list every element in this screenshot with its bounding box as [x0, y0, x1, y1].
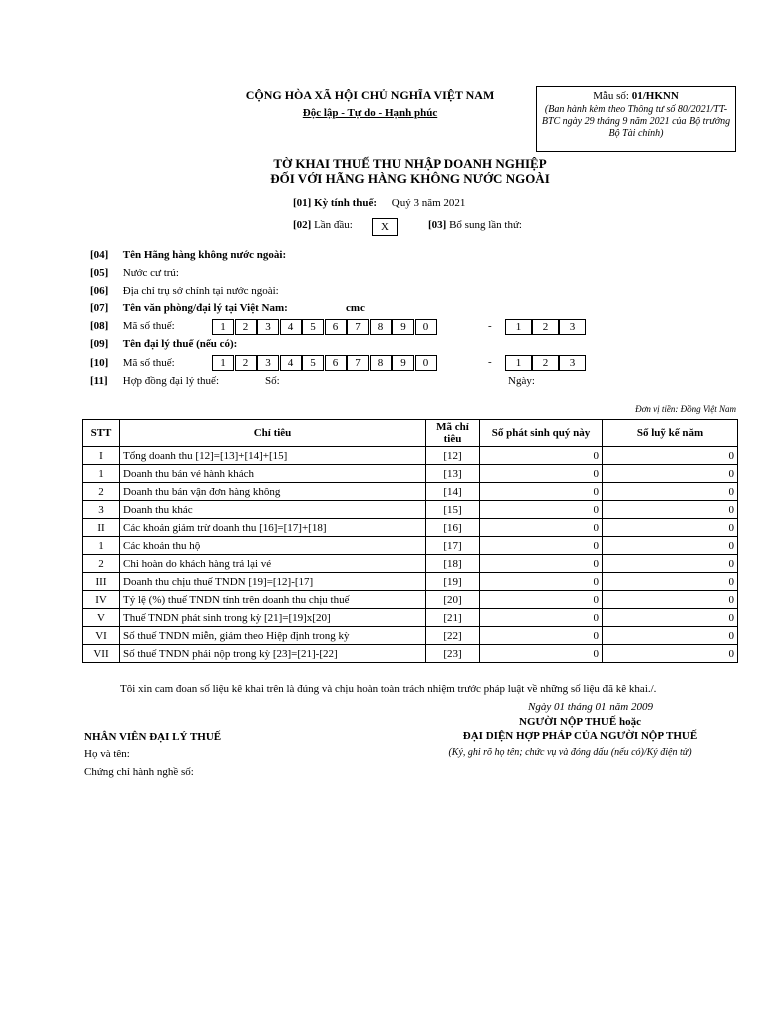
- row-code: [23]: [426, 645, 480, 663]
- tax-id-digit[interactable]: 0: [415, 355, 437, 371]
- tax-id-branch-digit[interactable]: 1: [505, 355, 532, 371]
- first-time-code: [02]: [293, 219, 312, 231]
- row-ytd-value[interactable]: 0: [603, 573, 738, 591]
- row-code: [19]: [426, 573, 480, 591]
- form-number-box: [536, 86, 736, 152]
- table-row: [83, 483, 738, 501]
- row-stt: 2: [83, 483, 120, 501]
- tax-id-digit[interactable]: 3: [257, 319, 279, 335]
- motto-heading: Độc lập - Tự do - Hạnh phúc: [302, 107, 438, 119]
- info-label: Tên Hãng hàng không nước ngoài:: [122, 249, 287, 261]
- row-ytd-value[interactable]: 0: [603, 483, 738, 501]
- row-stt: 1: [83, 465, 120, 483]
- tax-id-digit[interactable]: 3: [257, 355, 279, 371]
- info-code: [07]: [90, 302, 109, 314]
- row-stt: I: [83, 447, 120, 465]
- tax-id-digit[interactable]: 8: [370, 355, 392, 371]
- table-row: [83, 447, 738, 465]
- tax-id-branch-digit[interactable]: 2: [532, 355, 559, 371]
- tax-id-digit[interactable]: 7: [347, 319, 369, 335]
- table-row: [83, 573, 738, 591]
- row-indicator: Thuế TNDN phát sinh trong kỳ [21]=[19]x[20]: [120, 609, 426, 627]
- row-quarter-value[interactable]: 0: [480, 609, 603, 627]
- info-row-05: [90, 267, 179, 279]
- info-code: [08]: [90, 320, 109, 332]
- row-stt: 2: [83, 555, 120, 573]
- contract-date-label: Ngày:: [508, 375, 535, 387]
- row-indicator: Chi hoàn do khách hàng trả lại vé: [120, 555, 426, 573]
- row-stt: 3: [83, 501, 120, 519]
- info-row-06: [90, 285, 279, 297]
- info-code: [05]: [90, 267, 109, 279]
- row-stt: V: [83, 609, 120, 627]
- row-indicator: Doanh thu chịu thuế TNDN [19]=[12]-[17]: [120, 573, 426, 591]
- info-row-11: [90, 375, 219, 387]
- table-row: [83, 501, 738, 519]
- row-stt: IV: [83, 591, 120, 609]
- info-row-09: [90, 338, 237, 350]
- row-ytd-value[interactable]: 0: [603, 447, 738, 465]
- row-code: [17]: [426, 537, 480, 555]
- row-indicator: Doanh thu khác: [120, 501, 426, 519]
- info-label: Tên đại lý thuế (nếu có):: [122, 338, 238, 350]
- row-indicator: Doanh thu bán vận đơn hàng không: [120, 483, 426, 501]
- info-label: Địa chỉ trụ sở chính tại nước ngoài:: [122, 285, 279, 297]
- tax-period-code: [01]: [293, 197, 312, 209]
- row-quarter-value[interactable]: 0: [480, 591, 603, 609]
- office-name-value[interactable]: cmc: [346, 302, 365, 314]
- tax-id-branch-digit[interactable]: 2: [532, 319, 559, 335]
- country-heading: CỘNG HÒA XÃ HỘI CHỦ NGHĨA VIỆT NAM: [245, 88, 495, 102]
- info-row-10: [90, 357, 175, 369]
- row-stt: VI: [83, 627, 120, 645]
- tax-period-label: Kỳ tính thuế:: [314, 197, 378, 209]
- table-row: [83, 537, 738, 555]
- row-indicator: Các khoản giảm trừ doanh thu [16]=[17]+[18]: [120, 519, 426, 537]
- row-code: [18]: [426, 555, 480, 573]
- row-stt: III: [83, 573, 120, 591]
- row-quarter-value[interactable]: 0: [480, 483, 603, 501]
- tax-id-digit[interactable]: 1: [212, 355, 234, 371]
- agent-signature-title: NHÂN VIÊN ĐẠI LÝ THUẾ: [84, 731, 222, 743]
- info-code: [09]: [90, 338, 109, 350]
- tax-id-digit[interactable]: 6: [325, 319, 347, 335]
- info-code: [10]: [90, 357, 109, 369]
- tax-id-digit[interactable]: 6: [325, 355, 347, 371]
- row-quarter-value[interactable]: 0: [480, 465, 603, 483]
- row-code: [15]: [426, 501, 480, 519]
- row-ytd-value[interactable]: 0: [603, 555, 738, 573]
- info-code: [06]: [90, 285, 109, 297]
- tax-id-branch-digit[interactable]: 3: [559, 355, 586, 371]
- info-row-08: [90, 320, 175, 332]
- row-indicator: Tổng doanh thu [12]=[13]+[14]+[15]: [120, 447, 426, 465]
- row-indicator: Doanh thu bán vé hành khách: [120, 465, 426, 483]
- tax-table: [82, 419, 738, 663]
- tax-id-digit[interactable]: 7: [347, 355, 369, 371]
- tax-id-digit[interactable]: 8: [370, 319, 392, 335]
- tax-id-branch-digit[interactable]: 3: [559, 319, 586, 335]
- info-label: Mã số thuế:: [122, 320, 175, 332]
- col-ytd: Số luỹ kế năm: [603, 420, 738, 447]
- info-code: [11]: [90, 375, 108, 387]
- agent-certificate-label: Chứng chỉ hành nghề số:: [84, 766, 194, 778]
- first-time-row: [293, 219, 353, 231]
- table-row: [83, 609, 738, 627]
- row-code: [20]: [426, 591, 480, 609]
- row-code: [13]: [426, 465, 480, 483]
- table-row: [83, 555, 738, 573]
- tax-id-digit[interactable]: 5: [302, 355, 324, 371]
- payer-signature-title1: NGƯỜI NỘP THUẾ hoặc: [519, 716, 641, 728]
- row-code: [22]: [426, 627, 480, 645]
- col-stt: STT: [83, 420, 120, 447]
- row-ytd-value[interactable]: 0: [603, 591, 738, 609]
- table-row: [83, 465, 738, 483]
- row-code: [12]: [426, 447, 480, 465]
- contract-number-label: Số:: [265, 375, 280, 387]
- row-ytd-value[interactable]: 0: [603, 627, 738, 645]
- table-row: [83, 627, 738, 645]
- table-row: [83, 645, 738, 663]
- tax-period-row: [293, 197, 465, 209]
- form-number-code: 01/HKNN: [631, 90, 679, 102]
- row-ytd-value[interactable]: 0: [603, 609, 738, 627]
- row-indicator: Số thuế TNDN phải nộp trong kỳ [23]=[21]-[22]: [120, 645, 426, 663]
- supplement-code: [03]: [428, 219, 447, 231]
- row-ytd-value[interactable]: 0: [603, 465, 738, 483]
- row-stt: VII: [83, 645, 120, 663]
- col-code: Mã chỉ tiêu: [426, 420, 480, 447]
- row-stt: II: [83, 519, 120, 537]
- row-quarter-value[interactable]: 0: [480, 573, 603, 591]
- info-label: Nước cư trú:: [122, 267, 179, 279]
- form-title-line1: TỜ KHAI THUẾ THU NHẬP DOANH NGHIỆP: [273, 156, 547, 171]
- row-code: [14]: [426, 483, 480, 501]
- row-ytd-value[interactable]: 0: [603, 501, 738, 519]
- row-quarter-value[interactable]: 0: [480, 537, 603, 555]
- table-header-row: [83, 420, 738, 447]
- info-label: Hợp đồng đại lý thuế:: [122, 375, 219, 387]
- first-time-label: Lần đầu:: [314, 219, 353, 231]
- row-quarter-value[interactable]: 0: [480, 555, 603, 573]
- row-quarter-value[interactable]: 0: [480, 519, 603, 537]
- info-label: Tên văn phòng/đại lý tại Việt Nam:: [122, 302, 288, 314]
- tax-id-digit[interactable]: 2: [235, 355, 257, 371]
- tax-period-value[interactable]: Quý 3 năm 2021: [391, 197, 466, 209]
- row-quarter-value[interactable]: 0: [480, 501, 603, 519]
- row-indicator: Các khoản thu hộ: [120, 537, 426, 555]
- currency-unit: Đơn vị tiền: Đồng Việt Nam: [635, 404, 736, 414]
- info-row-07: [90, 302, 288, 314]
- info-row-04: [90, 249, 286, 261]
- form-number-note: (Ban hành kèm theo Thông tư số 80/2021/TT-BTC ngày 29 tháng 9 năm 2021 của Bộ trưởng Bộ Tài chính): [541, 104, 731, 139]
- form-title-line2: ĐỐI VỚI HÃNG HÀNG KHÔNG NƯỚC NGOÀI: [270, 171, 550, 186]
- sign-date: Ngày 01 tháng 01 năm 2009: [528, 701, 653, 713]
- row-quarter-value[interactable]: 0: [480, 645, 603, 663]
- tax-id-digit[interactable]: 2: [235, 319, 257, 335]
- tax-id-branch-digit[interactable]: 1: [505, 319, 532, 335]
- table-row: [83, 591, 738, 609]
- row-ytd-value[interactable]: 0: [603, 645, 738, 663]
- table-row: [83, 519, 738, 537]
- info-code: [04]: [90, 249, 109, 261]
- tax-id-digit[interactable]: 9: [392, 319, 414, 335]
- form-number-label: Mẫu số:: [593, 90, 629, 102]
- row-indicator: Tỷ lệ (%) thuế TNDN tính trên doanh thu chịu thuế: [120, 591, 426, 609]
- row-quarter-value[interactable]: 0: [480, 627, 603, 645]
- tax-id-dash: -: [488, 356, 492, 368]
- declaration-text: Tôi xin cam đoan số liệu kê khai trên là đúng và chịu hoàn toàn trách nhiệm trước pháp luật về những số liệu đã kê khai./.: [120, 683, 657, 695]
- payer-signature-note: (Ký, ghi rõ họ tên; chức vụ và đóng dấu (nếu có)/Ký điện tử): [448, 747, 692, 758]
- row-code: [21]: [426, 609, 480, 627]
- row-code: [16]: [426, 519, 480, 537]
- tax-id-digit[interactable]: 1: [212, 319, 234, 335]
- agent-name-label: Họ và tên:: [84, 748, 130, 760]
- col-indicator: Chỉ tiêu: [120, 420, 426, 447]
- tax-id-digit[interactable]: 4: [280, 319, 302, 335]
- col-quarter: Số phát sinh quý này: [480, 420, 603, 447]
- row-quarter-value[interactable]: 0: [480, 447, 603, 465]
- tax-id-digit[interactable]: 5: [302, 319, 324, 335]
- info-label: Mã số thuế:: [122, 357, 175, 369]
- row-ytd-value[interactable]: 0: [603, 537, 738, 555]
- tax-id-digit[interactable]: 0: [415, 319, 437, 335]
- supplement-label: Bổ sung lần thứ:: [449, 219, 522, 231]
- supplement-row: [428, 219, 522, 231]
- first-time-checkbox[interactable]: X: [372, 218, 398, 236]
- row-indicator: Số thuế TNDN miễn, giảm theo Hiệp định trong kỳ: [120, 627, 426, 645]
- payer-signature-title2: ĐẠI DIỆN HỢP PHÁP CỦA NGƯỜI NỘP THUẾ: [462, 730, 698, 742]
- row-stt: 1: [83, 537, 120, 555]
- tax-id-digit[interactable]: 9: [392, 355, 414, 371]
- tax-id-dash: -: [488, 320, 492, 332]
- row-ytd-value[interactable]: 0: [603, 519, 738, 537]
- tax-id-digit[interactable]: 4: [280, 355, 302, 371]
